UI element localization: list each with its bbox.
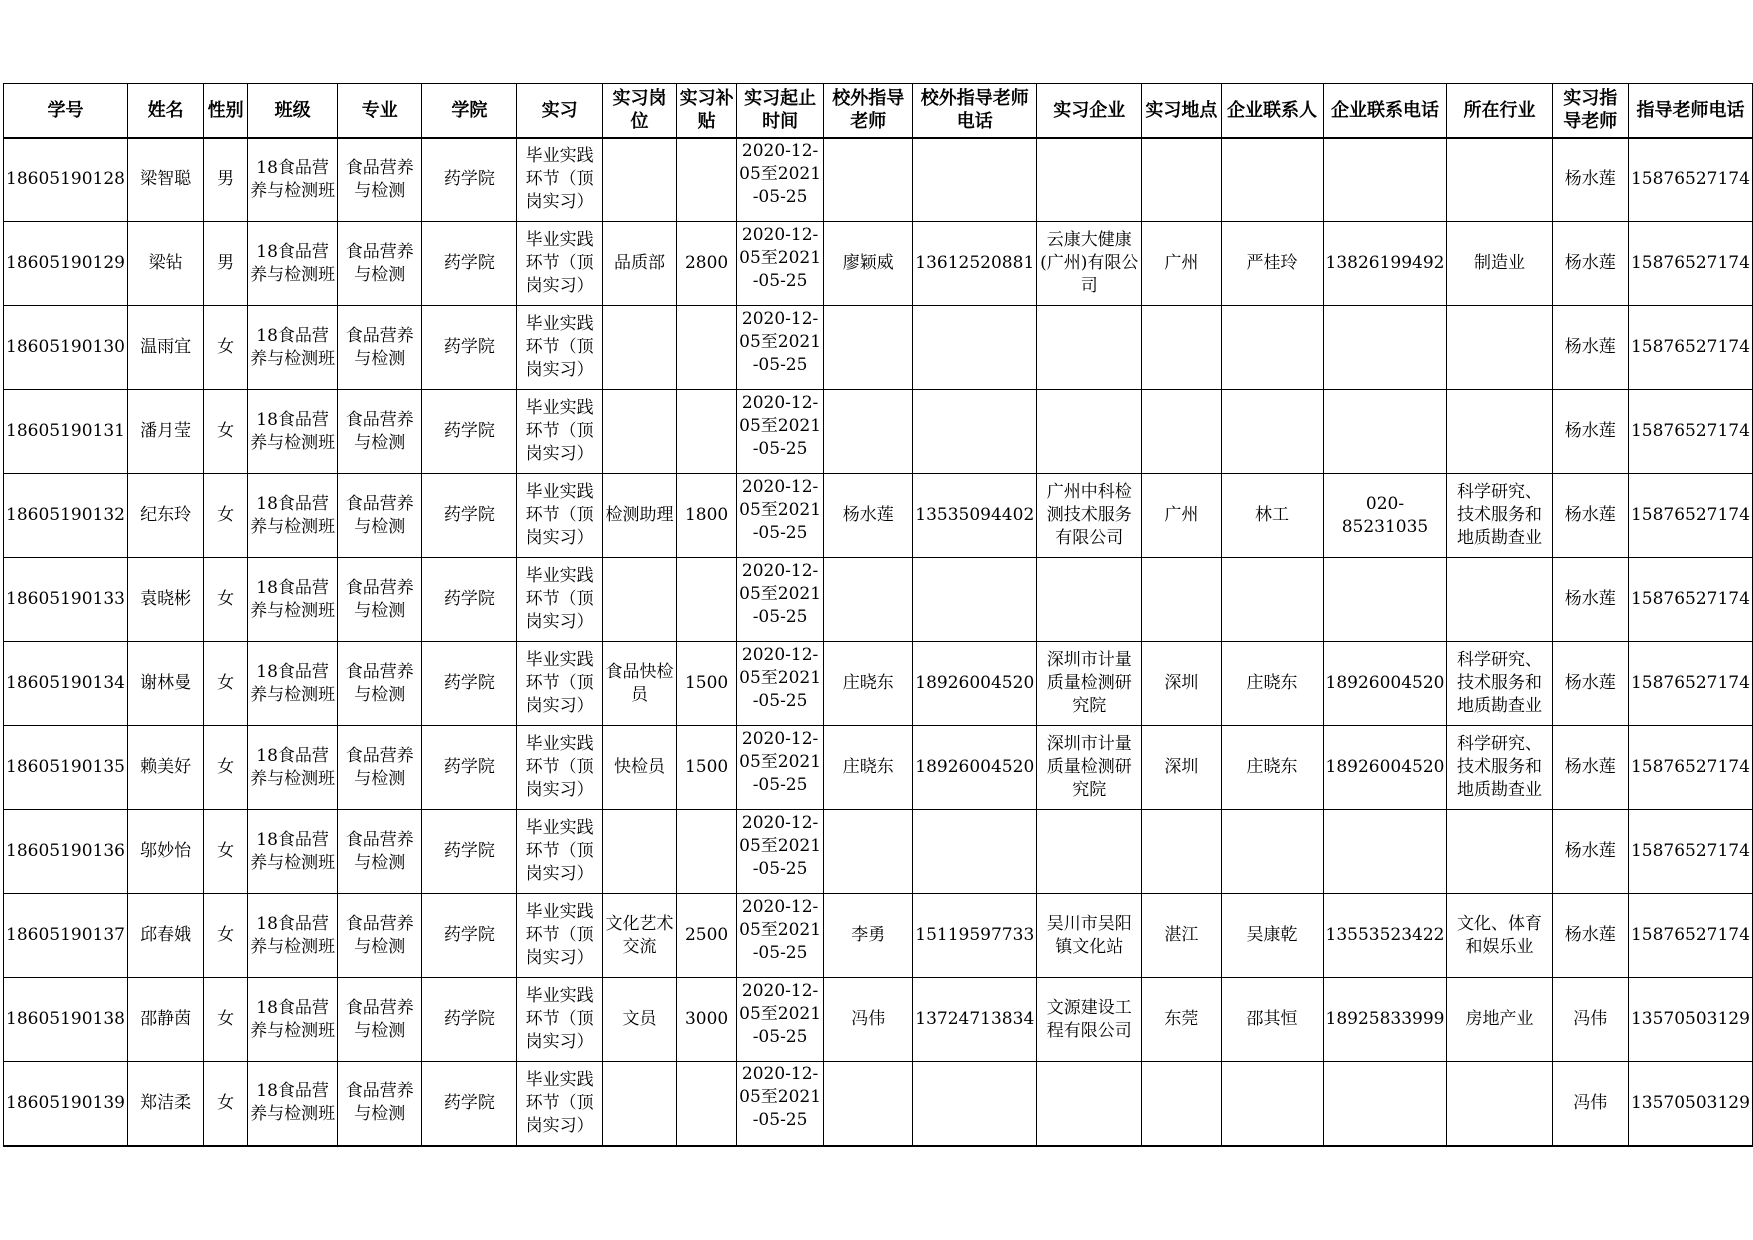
header-cell-student-id: 学号 (4, 84, 128, 138)
cell-gender: 女 (204, 306, 248, 390)
cell-college: 药学院 (422, 222, 517, 306)
cell-industry (1447, 390, 1552, 474)
cell-company-phone (1323, 138, 1447, 222)
cell-class: 18食品营养与检测班 (248, 390, 338, 474)
internship-table (3, 83, 1753, 1147)
cell-mentor-phone: 15876527174 (1628, 138, 1752, 222)
header-cell-internship: 实习 (517, 84, 602, 138)
cell-class: 18食品营养与检测班 (248, 306, 338, 390)
table-row (4, 222, 1753, 306)
cell-major: 食品营养与检测 (338, 138, 422, 222)
cell-major: 食品营养与检测 (338, 306, 422, 390)
cell-period (737, 390, 824, 474)
cell-student-id: 18605190130 (4, 306, 128, 390)
cell-company: 深圳市计量质量检测研究院 (1037, 726, 1142, 810)
cell-major: 食品营养与检测 (338, 222, 422, 306)
cell-name: 温雨宜 (127, 306, 203, 390)
cell-industry: 制造业 (1447, 222, 1552, 306)
table-row (4, 894, 1753, 978)
cell-location: 深圳 (1142, 726, 1221, 810)
cell-location (1142, 390, 1221, 474)
table-row (4, 810, 1753, 894)
cell-class: 18食品营养与检测班 (248, 978, 338, 1062)
table-row (4, 138, 1753, 222)
cell-class: 18食品营养与检测班 (248, 474, 338, 558)
cell-position: 快检员 (602, 726, 676, 810)
cell-internship: 毕业实践环节（顶岗实习） (517, 390, 602, 474)
cell-external-mentor: 庄晓东 (824, 726, 913, 810)
cell-gender: 女 (204, 642, 248, 726)
cell-company-contact (1221, 810, 1323, 894)
cell-internship: 毕业实践环节（顶岗实习） (517, 642, 602, 726)
cell-subsidy: 3000 (677, 978, 737, 1062)
cell-major: 食品营养与检测 (338, 1062, 422, 1146)
cell-external-mentor-phone: 18926004520 (913, 642, 1037, 726)
cell-location (1142, 558, 1221, 642)
cell-position (602, 1062, 676, 1146)
cell-company-phone: 13553523422 (1323, 894, 1447, 978)
header-cell-subsidy: 实习补贴 (677, 84, 737, 138)
cell-period (737, 894, 824, 978)
cell-location: 东莞 (1142, 978, 1221, 1062)
cell-company-phone: 18926004520 (1323, 726, 1447, 810)
cell-class: 18食品营养与检测班 (248, 558, 338, 642)
cell-external-mentor-phone: 13535094402 (913, 474, 1037, 558)
cell-company (1037, 390, 1142, 474)
cell-period (737, 138, 824, 222)
period-text: 2020-12-05至2021-05-25 (739, 140, 822, 207)
cell-gender: 男 (204, 138, 248, 222)
table-body (4, 138, 1753, 1146)
cell-internship: 毕业实践环节（顶岗实习） (517, 894, 602, 978)
cell-period (737, 558, 824, 642)
cell-position (602, 390, 676, 474)
cell-industry (1447, 306, 1552, 390)
cell-company: 文源建设工程有限公司 (1037, 978, 1142, 1062)
header-cell-name: 姓名 (127, 84, 203, 138)
table-row (4, 1062, 1753, 1146)
cell-name: 梁钻 (127, 222, 203, 306)
cell-college: 药学院 (422, 1062, 517, 1146)
cell-industry (1447, 810, 1552, 894)
cell-external-mentor (824, 1062, 913, 1146)
cell-student-id: 18605190135 (4, 726, 128, 810)
cell-subsidy: 1500 (677, 726, 737, 810)
cell-company (1037, 1062, 1142, 1146)
header-cell-company: 实习企业 (1037, 84, 1142, 138)
cell-student-id: 18605190134 (4, 642, 128, 726)
table-row (4, 306, 1753, 390)
cell-major: 食品营养与检测 (338, 726, 422, 810)
cell-external-mentor-phone (913, 390, 1037, 474)
cell-class: 18食品营养与检测班 (248, 810, 338, 894)
cell-external-mentor: 廖颖威 (824, 222, 913, 306)
header-cell-location: 实习地点 (1142, 84, 1221, 138)
cell-college: 药学院 (422, 474, 517, 558)
cell-company-contact: 庄晓东 (1221, 726, 1323, 810)
period-text: 2020-12-05至2021-05-25 (739, 308, 822, 375)
cell-company-contact: 严桂玲 (1221, 222, 1323, 306)
cell-industry: 科学研究、技术服务和地质勘查业 (1447, 474, 1552, 558)
cell-internship: 毕业实践环节（顶岗实习） (517, 474, 602, 558)
cell-subsidy (677, 558, 737, 642)
cell-position: 品质部 (602, 222, 676, 306)
table-row (4, 558, 1753, 642)
cell-subsidy (677, 810, 737, 894)
cell-company-contact: 邵其恒 (1221, 978, 1323, 1062)
cell-name: 郑洁柔 (127, 1062, 203, 1146)
cell-company-contact (1221, 306, 1323, 390)
cell-period (737, 726, 824, 810)
cell-location: 湛江 (1142, 894, 1221, 978)
cell-name: 袁晓彬 (127, 558, 203, 642)
cell-company (1037, 138, 1142, 222)
cell-external-mentor (824, 138, 913, 222)
cell-position: 文化艺术交流 (602, 894, 676, 978)
cell-internship: 毕业实践环节（顶岗实习） (517, 1062, 602, 1146)
cell-position (602, 810, 676, 894)
cell-company-phone (1323, 558, 1447, 642)
table-row (4, 642, 1753, 726)
cell-company-phone: 18925833999 (1323, 978, 1447, 1062)
period-text: 2020-12-05至2021-05-25 (739, 812, 822, 879)
cell-mentor: 杨水莲 (1552, 474, 1628, 558)
cell-company-phone: 020-85231035 (1323, 474, 1447, 558)
cell-class: 18食品营养与检测班 (248, 894, 338, 978)
cell-internship: 毕业实践环节（顶岗实习） (517, 138, 602, 222)
period-text: 2020-12-05至2021-05-25 (739, 1064, 822, 1131)
header-cell-major: 专业 (338, 84, 422, 138)
cell-major: 食品营养与检测 (338, 390, 422, 474)
cell-subsidy: 1500 (677, 642, 737, 726)
cell-mentor-phone: 15876527174 (1628, 558, 1752, 642)
cell-position (602, 558, 676, 642)
cell-external-mentor-phone: 13724713834 (913, 978, 1037, 1062)
cell-company-contact: 吴康乾 (1221, 894, 1323, 978)
cell-external-mentor-phone (913, 306, 1037, 390)
cell-external-mentor-phone: 18926004520 (913, 726, 1037, 810)
cell-industry (1447, 558, 1552, 642)
cell-subsidy (677, 306, 737, 390)
cell-mentor: 杨水莲 (1552, 810, 1628, 894)
table-row (4, 390, 1753, 474)
cell-student-id: 18605190139 (4, 1062, 128, 1146)
cell-position (602, 138, 676, 222)
cell-location (1142, 810, 1221, 894)
cell-external-mentor: 杨水莲 (824, 474, 913, 558)
cell-mentor-phone: 15876527174 (1628, 726, 1752, 810)
header-cell-mentor: 实习指导老师 (1552, 84, 1628, 138)
cell-position: 检测助理 (602, 474, 676, 558)
cell-industry: 科学研究、技术服务和地质勘查业 (1447, 726, 1552, 810)
cell-mentor-phone: 13570503129 (1628, 978, 1752, 1062)
cell-mentor: 杨水莲 (1552, 306, 1628, 390)
cell-gender: 女 (204, 726, 248, 810)
cell-internship: 毕业实践环节（顶岗实习） (517, 978, 602, 1062)
cell-external-mentor: 庄晓东 (824, 642, 913, 726)
header-cell-company-phone: 企业联系电话 (1323, 84, 1447, 138)
cell-name: 邱春娥 (127, 894, 203, 978)
header-row (4, 84, 1753, 138)
cell-industry (1447, 1062, 1552, 1146)
cell-mentor-phone: 13570503129 (1628, 1062, 1752, 1146)
cell-gender: 女 (204, 894, 248, 978)
cell-mentor-phone: 15876527174 (1628, 306, 1752, 390)
cell-external-mentor-phone: 13612520881 (913, 222, 1037, 306)
cell-college: 药学院 (422, 390, 517, 474)
cell-industry: 文化、体育和娱乐业 (1447, 894, 1552, 978)
cell-subsidy: 2800 (677, 222, 737, 306)
cell-internship: 毕业实践环节（顶岗实习） (517, 306, 602, 390)
header-cell-position: 实习岗位 (602, 84, 676, 138)
cell-major: 食品营养与检测 (338, 978, 422, 1062)
cell-internship: 毕业实践环节（顶岗实习） (517, 558, 602, 642)
cell-name: 邬妙怡 (127, 810, 203, 894)
cell-college: 药学院 (422, 726, 517, 810)
cell-company-phone (1323, 810, 1447, 894)
cell-external-mentor (824, 390, 913, 474)
cell-name: 梁智聪 (127, 138, 203, 222)
cell-major: 食品营养与检测 (338, 558, 422, 642)
cell-period (737, 222, 824, 306)
cell-external-mentor: 李勇 (824, 894, 913, 978)
cell-college: 药学院 (422, 978, 517, 1062)
cell-external-mentor (824, 558, 913, 642)
period-text: 2020-12-05至2021-05-25 (739, 728, 822, 795)
cell-company-phone (1323, 1062, 1447, 1146)
period-text: 2020-12-05至2021-05-25 (739, 224, 822, 291)
cell-name: 赖美好 (127, 726, 203, 810)
cell-location: 广州 (1142, 474, 1221, 558)
header-cell-external-mentor: 校外指导老师 (824, 84, 913, 138)
cell-gender: 女 (204, 390, 248, 474)
cell-period (737, 978, 824, 1062)
cell-name: 潘月莹 (127, 390, 203, 474)
cell-class: 18食品营养与检测班 (248, 138, 338, 222)
cell-mentor: 杨水莲 (1552, 894, 1628, 978)
cell-external-mentor-phone: 15119597733 (913, 894, 1037, 978)
cell-internship: 毕业实践环节（顶岗实习） (517, 222, 602, 306)
cell-position: 文员 (602, 978, 676, 1062)
cell-external-mentor-phone (913, 810, 1037, 894)
cell-student-id: 18605190137 (4, 894, 128, 978)
cell-college: 药学院 (422, 138, 517, 222)
cell-gender: 女 (204, 558, 248, 642)
cell-company-contact (1221, 558, 1323, 642)
header-cell-mentor-phone: 指导老师电话 (1628, 84, 1752, 138)
cell-subsidy (677, 390, 737, 474)
cell-mentor-phone: 15876527174 (1628, 390, 1752, 474)
cell-mentor: 杨水莲 (1552, 138, 1628, 222)
cell-company-phone: 13826199492 (1323, 222, 1447, 306)
cell-gender: 女 (204, 1062, 248, 1146)
header-cell-class: 班级 (248, 84, 338, 138)
cell-external-mentor-phone (913, 138, 1037, 222)
cell-company-contact (1221, 390, 1323, 474)
cell-name: 邵静茵 (127, 978, 203, 1062)
cell-mentor: 杨水莲 (1552, 390, 1628, 474)
cell-mentor-phone: 15876527174 (1628, 222, 1752, 306)
header-cell-gender: 性别 (204, 84, 248, 138)
cell-internship: 毕业实践环节（顶岗实习） (517, 726, 602, 810)
cell-company (1037, 306, 1142, 390)
cell-student-id: 18605190132 (4, 474, 128, 558)
cell-major: 食品营养与检测 (338, 894, 422, 978)
cell-location: 深圳 (1142, 642, 1221, 726)
cell-mentor-phone: 15876527174 (1628, 642, 1752, 726)
cell-company-phone (1323, 306, 1447, 390)
cell-subsidy: 2500 (677, 894, 737, 978)
cell-industry: 科学研究、技术服务和地质勘查业 (1447, 642, 1552, 726)
cell-mentor: 杨水莲 (1552, 558, 1628, 642)
cell-gender: 男 (204, 222, 248, 306)
cell-external-mentor-phone (913, 558, 1037, 642)
cell-external-mentor: 冯伟 (824, 978, 913, 1062)
cell-student-id: 18605190133 (4, 558, 128, 642)
cell-subsidy (677, 138, 737, 222)
cell-college: 药学院 (422, 642, 517, 726)
cell-student-id: 18605190138 (4, 978, 128, 1062)
cell-mentor: 冯伟 (1552, 1062, 1628, 1146)
cell-period (737, 474, 824, 558)
cell-industry: 房地产业 (1447, 978, 1552, 1062)
cell-external-mentor (824, 306, 913, 390)
cell-subsidy (677, 1062, 737, 1146)
cell-class: 18食品营养与检测班 (248, 642, 338, 726)
cell-company: 吴川市吴阳镇文化站 (1037, 894, 1142, 978)
cell-company: 云康大健康(广州)有限公司 (1037, 222, 1142, 306)
cell-company: 广州中科检测技术服务有限公司 (1037, 474, 1142, 558)
cell-gender: 女 (204, 474, 248, 558)
cell-location: 广州 (1142, 222, 1221, 306)
cell-mentor-phone: 15876527174 (1628, 810, 1752, 894)
cell-company (1037, 558, 1142, 642)
cell-class: 18食品营养与检测班 (248, 222, 338, 306)
cell-company-contact (1221, 138, 1323, 222)
header-cell-college: 学院 (422, 84, 517, 138)
period-text: 2020-12-05至2021-05-25 (739, 476, 822, 543)
table-row (4, 474, 1753, 558)
cell-major: 食品营养与检测 (338, 642, 422, 726)
cell-gender: 女 (204, 978, 248, 1062)
cell-external-mentor-phone (913, 1062, 1037, 1146)
period-text: 2020-12-05至2021-05-25 (739, 896, 822, 963)
cell-name: 纪东玲 (127, 474, 203, 558)
cell-mentor: 杨水莲 (1552, 642, 1628, 726)
header-cell-industry: 所在行业 (1447, 84, 1552, 138)
period-text: 2020-12-05至2021-05-25 (739, 644, 822, 711)
cell-name: 谢林曼 (127, 642, 203, 726)
cell-college: 药学院 (422, 306, 517, 390)
table-row (4, 726, 1753, 810)
header-cell-company-contact: 企业联系人 (1221, 84, 1323, 138)
cell-major: 食品营养与检测 (338, 474, 422, 558)
cell-mentor: 冯伟 (1552, 978, 1628, 1062)
cell-period (737, 1062, 824, 1146)
cell-external-mentor (824, 810, 913, 894)
cell-position (602, 306, 676, 390)
cell-class: 18食品营养与检测班 (248, 1062, 338, 1146)
cell-company-contact: 庄晓东 (1221, 642, 1323, 726)
cell-company-contact: 林工 (1221, 474, 1323, 558)
cell-location (1142, 306, 1221, 390)
header-cell-period: 实习起止时间 (737, 84, 824, 138)
cell-mentor: 杨水莲 (1552, 726, 1628, 810)
cell-company-contact (1221, 1062, 1323, 1146)
cell-location (1142, 138, 1221, 222)
cell-college: 药学院 (422, 894, 517, 978)
cell-student-id: 18605190129 (4, 222, 128, 306)
table-row (4, 978, 1753, 1062)
cell-internship: 毕业实践环节（顶岗实习） (517, 810, 602, 894)
period-text: 2020-12-05至2021-05-25 (739, 980, 822, 1047)
cell-period (737, 642, 824, 726)
cell-location (1142, 1062, 1221, 1146)
cell-student-id: 18605190136 (4, 810, 128, 894)
header-cell-external-mentor-phone: 校外指导老师电话 (913, 84, 1037, 138)
cell-company (1037, 810, 1142, 894)
cell-mentor-phone: 15876527174 (1628, 894, 1752, 978)
cell-period (737, 306, 824, 390)
period-text: 2020-12-05至2021-05-25 (739, 560, 822, 627)
cell-student-id: 18605190131 (4, 390, 128, 474)
cell-mentor: 杨水莲 (1552, 222, 1628, 306)
cell-class: 18食品营养与检测班 (248, 726, 338, 810)
cell-industry (1447, 138, 1552, 222)
cell-gender: 女 (204, 810, 248, 894)
cell-company-phone (1323, 390, 1447, 474)
period-text: 2020-12-05至2021-05-25 (739, 392, 822, 459)
cell-period (737, 810, 824, 894)
cell-subsidy: 1800 (677, 474, 737, 558)
cell-position: 食品快检员 (602, 642, 676, 726)
cell-college: 药学院 (422, 558, 517, 642)
cell-college: 药学院 (422, 810, 517, 894)
cell-major: 食品营养与检测 (338, 810, 422, 894)
cell-student-id: 18605190128 (4, 138, 128, 222)
cell-mentor-phone: 15876527174 (1628, 474, 1752, 558)
cell-company: 深圳市计量质量检测研究院 (1037, 642, 1142, 726)
cell-company-phone: 18926004520 (1323, 642, 1447, 726)
